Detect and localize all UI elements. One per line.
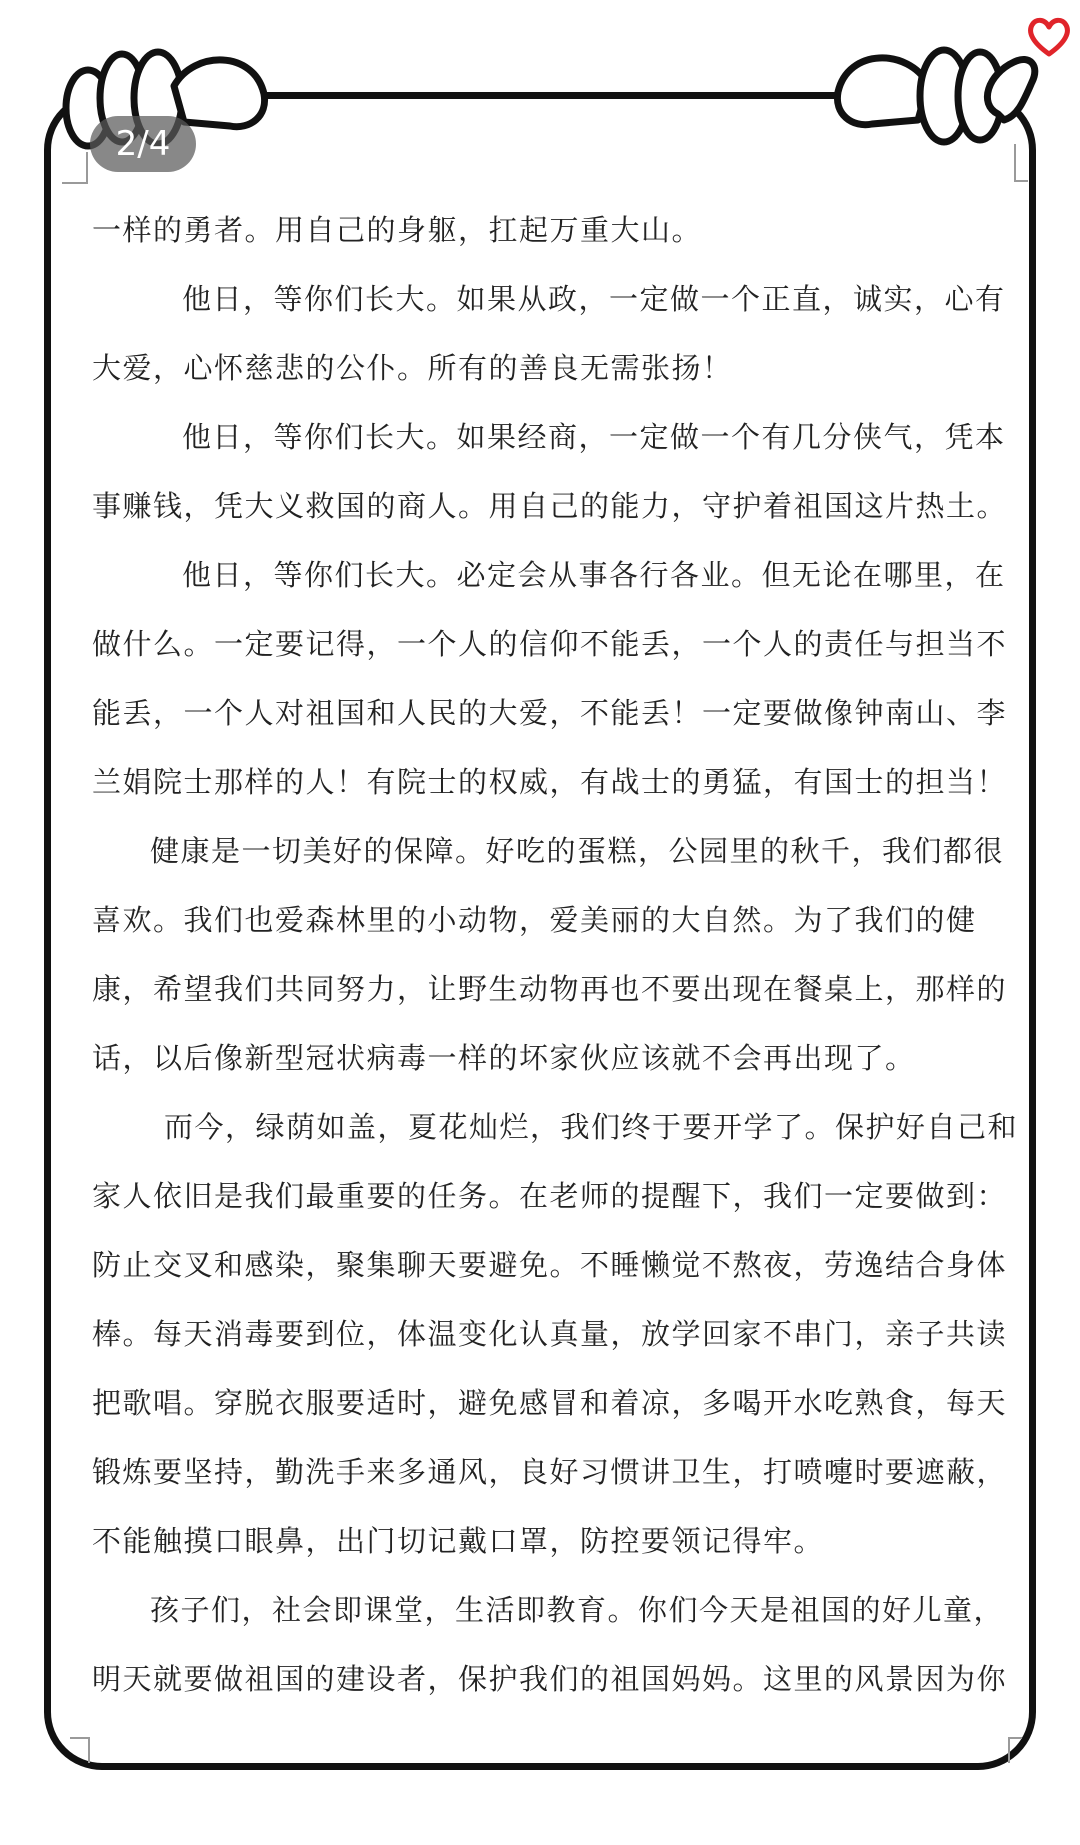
text-line: 明天就要做祖国的建设者，保护我们的祖国妈妈。这里的风景因为你 (92, 1662, 1008, 1696)
text-line: 能丢，一个人对祖国和人民的大爱，不能丢！一定要做像钟南山、李 (92, 696, 1008, 730)
text-line: 他日，等你们长大。如果从政，一定做一个正直，诚实，心有 (182, 282, 1006, 316)
page-indicator: 2/4 (90, 116, 196, 172)
text-line: 锻炼要坚持，勤洗手来多通风，良好习惯讲卫生，打喷嚏时要遮蔽， (92, 1455, 1008, 1489)
text-line: 防止交叉和感染，聚集聊天要避免。不睡懒觉不熬夜，劳逸结合身体 (92, 1248, 1008, 1282)
text-line: 话，以后像新型冠状病毒一样的坏家伙应该就不会再出现了。 (92, 1041, 916, 1075)
text-line: 而今，绿荫如盖，夏花灿烂，我们终于要开学了。保护好自己和 (164, 1110, 1019, 1144)
text-line: 不能触摸口眼鼻，出门切记戴口罩，防控要领记得牢。 (92, 1524, 825, 1558)
text-line: 兰娟院士那样的人！有院士的权威，有战士的勇猛，有国士的担当！ (92, 765, 1008, 799)
text-line: 他日，等你们长大。如果经商，一定做一个有几分侠气，凭本 (182, 420, 1006, 454)
text-line: 棒。每天消毒要到位，体温变化认真量，放学回家不串门，亲子共读 (92, 1317, 1008, 1351)
right-hand-icon (828, 44, 1048, 154)
text-line: 他日，等你们长大。必定会从事各行各业。但无论在哪里，在 (182, 558, 1006, 592)
text-line: 孩子们，社会即课堂，生活即教育。你们今天是祖国的好儿童， (150, 1593, 1005, 1627)
text-line: 健康是一切美好的保障。好吃的蛋糕，公园里的秋千，我们都很 (150, 834, 1005, 868)
text-line: 家人依旧是我们最重要的任务。在老师的提醒下，我们一定要做到： (92, 1179, 1008, 1213)
document-body (92, 196, 1019, 1714)
text-line: 康，希望我们共同努力，让野生动物再也不要出现在餐桌上，那样的 (92, 972, 1008, 1006)
text-line: 喜欢。我们也爱森林里的小动物，爱美丽的大自然。为了我们的健 (92, 903, 977, 937)
crop-mark-bottom-left (70, 1737, 90, 1763)
text-line: 一样的勇者。用自己的身躯，扛起万重大山。 (92, 213, 703, 247)
text-line: 大爱，心怀慈悲的公仆。所有的善良无需张扬！ (92, 351, 733, 385)
text-line: 事赚钱，凭大义救国的商人。用自己的能力，守护着祖国这片热土。 (92, 489, 1008, 523)
text-line: 做什么。一定要记得，一个人的信仰不能丢，一个人的责任与担当不 (92, 627, 1008, 661)
heart-icon (1026, 14, 1072, 60)
text-line: 把歌唱。穿脱衣服要适时，避免感冒和着凉，多喝开水吃熟食，每天 (92, 1386, 1008, 1420)
crop-mark-bottom-right (1008, 1737, 1022, 1763)
crop-mark-top-left (62, 152, 88, 184)
